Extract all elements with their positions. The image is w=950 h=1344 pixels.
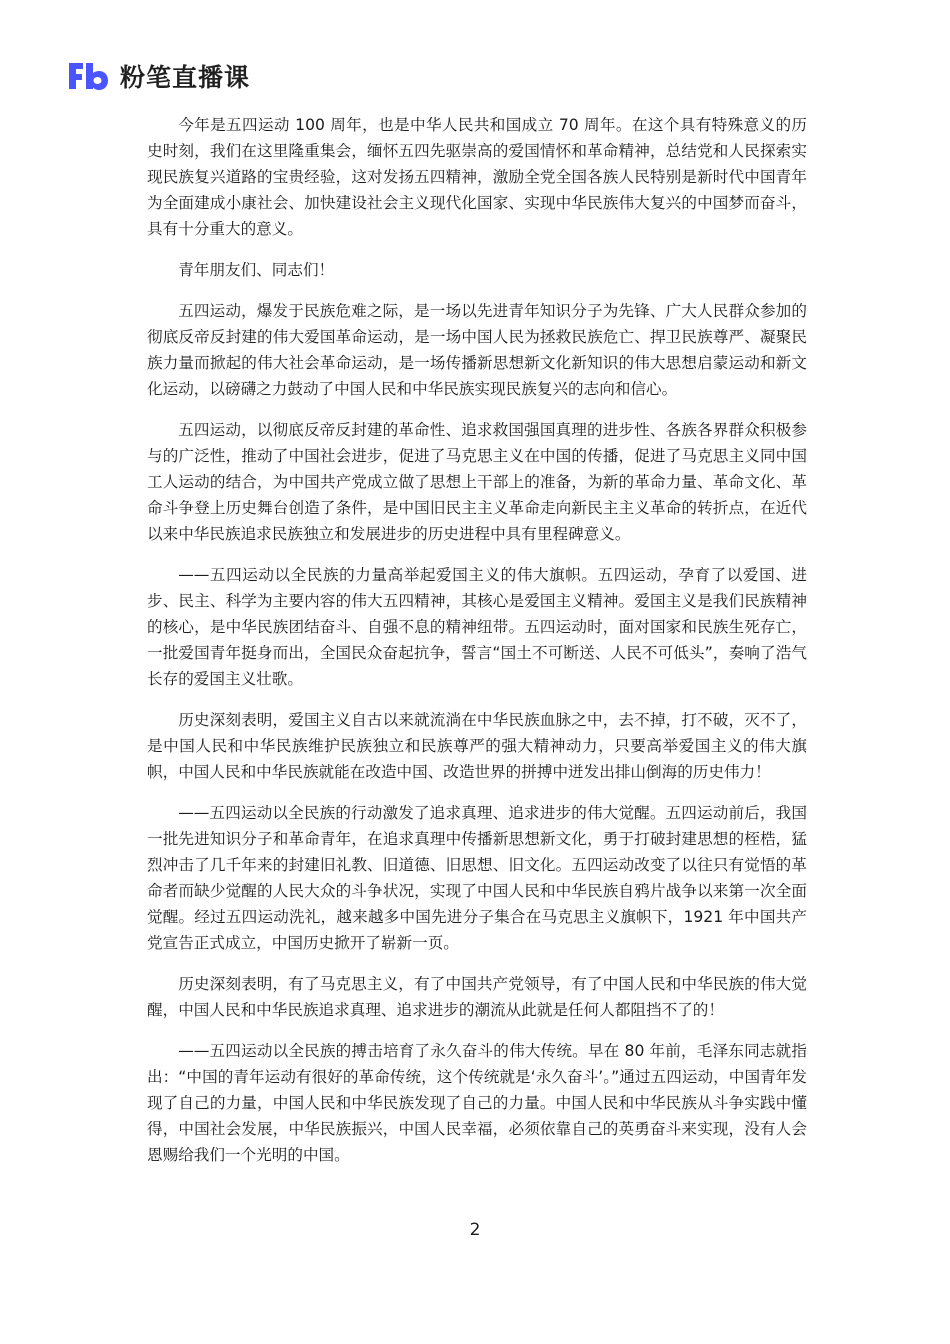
page-number: 2 — [469, 1220, 481, 1240]
header-logo — [66, 56, 250, 96]
paragraph: 历史深刻表明，爱国主义自古以来就流淌在中华民族血脉之中，去不掉，打不破，灭不了，是中国人民和中华民族维护民族独立和民族尊严的强大精神动力，只要高举爱国主义的伟大旗帜，中国人民和中华民族就能在改造中国、改造世界的拼搏中迸发出排山倒海的历史伟力！ — [147, 711, 807, 781]
fb-logo-icon — [66, 58, 110, 94]
paragraph: 青年朋友们、同志们！ — [178, 261, 335, 279]
paragraph: 历史深刻表明，有了马克思主义，有了中国共产党领导，有了中国人民和中华民族的伟大觉醒，中国人民和中华民族追求真理、追求进步的潮流从此就是任何人都阻挡不了的！ — [147, 975, 807, 1019]
paragraph: ——五四运动以全民族的搏击培育了永久奋斗的伟大传统。早在 80 年前，毛泽东同志就指出：“中国的青年运动有很好的革命传统，这个传统就是‘永久奋斗’。”通过五四运动，中国青年发现了自己的力量，中国人民和中华民族发现了自己的力量。中国人民和中华民族从斗争实践中懂得，中国社会发展，中华民族振兴，中国人民幸福，必须依靠自己的英勇奋斗来实现，没有人会恩赐给我们一个光明的中国。 — [147, 1042, 807, 1164]
paragraph: ——五四运动以全民族的行动激发了追求真理、追求进步的伟大觉醒。五四运动前后，我国一批先进知识分子和革命青年，在追求真理中传播新思想新文化，勇于打破封建思想的桎梏，猛烈冲击了几千年来的封建旧礼教、旧道德、旧思想、旧文化。五四运动改变了以往只有觉悟的革命者而缺少觉醒的人民大众的斗争状况，实现了中国人民和中华民族自鸦片战争以来第一次全面觉醒。经过五四运动洗礼，越来越多中国先进分子集合在马克思主义旗帜下，1921 年中国共产党宣告正式成立，中国历史掀开了崭新一页。 — [147, 804, 807, 952]
paragraph: ——五四运动以全民族的力量高举起爱国主义的伟大旗帜。五四运动，孕育了以爱国、进步、民主、科学为主要内容的伟大五四精神，其核心是爱国主义精神。爱国主义是我们民族精神的核心，是中华民族团结奋斗、自强不息的精神纽带。五四运动时，面对国家和民族生死存亡，一批爱国青年挺身而出，全国民众奋起抗争，誓言“国土不可断送、人民不可低头”，奏响了浩气长存的爱国主义壮歌。 — [147, 566, 807, 688]
logo-text: 粉笔直播课 — [120, 63, 251, 92]
paragraph: 今年是五四运动 100 周年，也是中华人民共和国成立 70 周年。在这个具有特殊意义的历史时刻，我们在这里隆重集会，缅怀五四先驱崇高的爱国情怀和革命精神，总结党和人民探索实现民族复兴道路的宝贵经验，这对发扬五四精神，激励全党全国各族人民特别是新时代中国青年为全面建成小康社会、加快建设社会主义现代化国家、实现中华民族伟大复兴的中国梦而奋斗，具有十分重大的意义。 — [147, 116, 807, 238]
paragraph: 五四运动，以彻底反帝反封建的革命性、追求救国强国真理的进步性、各族各界群众积极参与的广泛性，推动了中国社会进步，促进了马克思主义在中国的传播，促进了马克思主义同中国工人运动的结合，为中国共产党成立做了思想上干部上的准备，为新的革命力量、革命文化、革命斗争登上历史舞台创造了条件，是中国旧民主主义革命走向新民主主义革命的转折点，在近代以来中华民族追求民族独立和发展进步的历史进程中具有里程碑意义。 — [147, 421, 807, 543]
paragraph: 五四运动，爆发于民族危难之际，是一场以先进青年知识分子为先锋、广大人民群众参加的彻底反帝反封建的伟大爱国革命运动，是一场中国人民为拯救民族危亡、捍卫民族尊严、凝聚民族力量而掀起的伟大社会革命运动，是一场传播新思想新文化新知识的伟大思想启蒙运动和新文化运动，以磅礴之力鼓动了中国人民和中华民族实现民族复兴的志向和信心。 — [147, 302, 807, 398]
article-body — [147, 112, 807, 1183]
